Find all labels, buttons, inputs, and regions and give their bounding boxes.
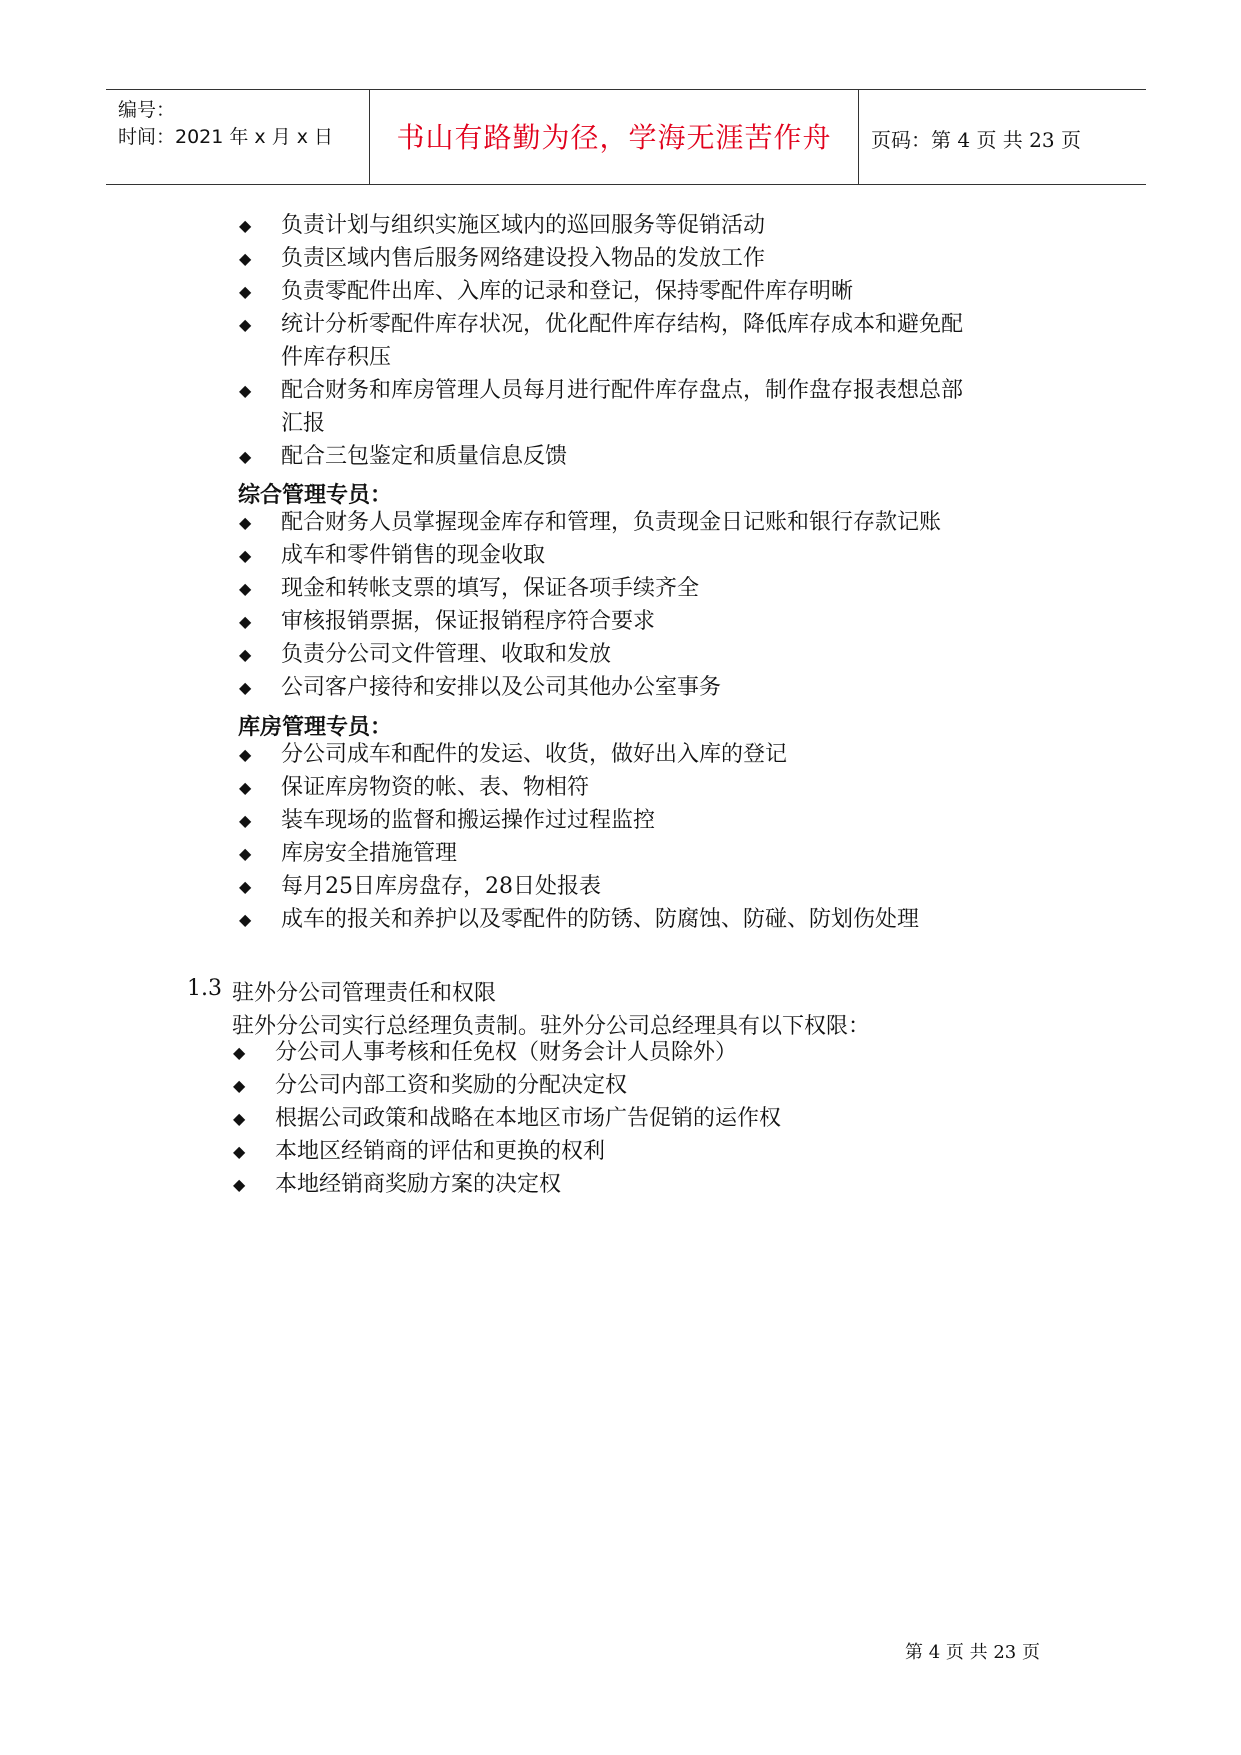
bullet-icon: ◆ (239, 579, 252, 598)
bullet-icon: ◆ (233, 1076, 246, 1095)
bullet-icon: ◆ (239, 447, 252, 466)
page-header (106, 89, 1146, 185)
list-item (239, 771, 590, 804)
list-item (239, 738, 788, 771)
bullet-icon: ◆ (239, 513, 252, 532)
bullet-icon: ◆ (239, 811, 252, 830)
bullet-icon: ◆ (239, 745, 252, 764)
list-item (239, 539, 546, 572)
bullet-icon: ◆ (233, 1175, 246, 1194)
bullet-icon: ◆ (239, 315, 252, 334)
bullet-icon: ◆ (233, 1043, 246, 1062)
heading-general-management: 综合管理专员： (238, 483, 393, 508)
list-item (239, 209, 766, 242)
list-item (239, 903, 920, 936)
section-number: 1.3 (187, 976, 222, 1001)
list-item (239, 671, 722, 704)
list-item-text: 负责零配件出库、入库的记录和登记，保持零配件库存明晰 (281, 279, 854, 304)
motto: 书山有路勤为径，学海无涯苦作舟 (396, 121, 832, 154)
section-intro: 驻外分公司实行总经理负责制。驻外分公司总经理具有以下权限： (232, 1014, 871, 1039)
list-item-text: 分公司内部工资和奖励的分配决定权 (275, 1073, 628, 1098)
bullet-icon: ◆ (239, 910, 252, 929)
list-item (233, 1069, 628, 1102)
list-item (239, 572, 700, 605)
bullet-icon: ◆ (239, 844, 252, 863)
bullet-icon: ◆ (239, 381, 252, 400)
time-label: 时间：2021 年 x 月 x 日 (118, 126, 334, 148)
list-item-continuation (281, 341, 391, 374)
bullet-icon: ◆ (239, 612, 252, 631)
list-item-text: 成车和零件销售的现金收取 (281, 543, 546, 568)
list-item-text: 审核报销票据，保证报销程序符合要求 (281, 609, 656, 634)
list-item-text: 每月25日库房盘存，28日处报表 (281, 874, 601, 899)
heading-warehouse-management: 库房管理专员： (238, 715, 393, 740)
list-item-text: 根据公司政策和战略在本地区市场广告促销的运作权 (275, 1106, 782, 1131)
header-left-cell (106, 90, 370, 184)
list-item-text: 统计分析零配件库存状况，优化配件库存结构，降低库存成本和避免配 (281, 312, 964, 337)
list-item (239, 275, 854, 308)
list-item-text: 件库存积压 (281, 345, 392, 370)
bullet-icon: ◆ (239, 282, 252, 301)
list-item (239, 242, 766, 275)
header-middle-cell (370, 90, 859, 184)
list-item-text: 本地经销商奖励方案的决定权 (275, 1172, 562, 1197)
bullet-icon: ◆ (239, 778, 252, 797)
list-item (233, 1036, 738, 1069)
list-item-text: 负责区域内售后服务网络建设投入物品的发放工作 (281, 246, 766, 271)
list-item-continuation (281, 407, 325, 440)
page-info: 页码：第 4 页 共 23 页 (871, 128, 1081, 152)
list-item (239, 605, 656, 638)
number-label: 编号： (118, 99, 176, 121)
list-item (239, 374, 964, 407)
list-item-text: 配合财务人员掌握现金库存和管理，负责现金日记账和银行存款记账 (281, 510, 942, 535)
list-item-text: 保证库房物资的帐、表、物相符 (281, 775, 590, 800)
section-title: 驻外分公司管理责任和权限 (232, 981, 497, 1006)
list-item (239, 837, 458, 870)
list-item-text: 公司客户接待和安排以及公司其他办公室事务 (281, 675, 722, 700)
list-item-text: 负责计划与组织实施区域内的巡回服务等促销活动 (281, 213, 766, 238)
list-item-text: 配合财务和库房管理人员每月进行配件库存盘点，制作盘存报表想总部 (281, 378, 964, 403)
bullet-icon: ◆ (233, 1109, 246, 1128)
list-item-text: 配合三包鉴定和质量信息反馈 (281, 444, 568, 469)
list-item (239, 870, 601, 903)
list-item-text: 负责分公司文件管理、收取和发放 (281, 642, 612, 667)
bullet-icon: ◆ (239, 216, 252, 235)
bullet-icon: ◆ (239, 877, 252, 896)
list-item (239, 506, 942, 539)
bullet-icon: ◆ (239, 678, 252, 697)
list-item (233, 1135, 606, 1168)
list-item (233, 1168, 562, 1201)
list-item (239, 638, 612, 671)
bullet-icon: ◆ (239, 546, 252, 565)
list-item-text: 汇报 (281, 411, 326, 436)
list-item (239, 440, 568, 473)
list-item-text: 现金和转帐支票的填写，保证各项手续齐全 (281, 576, 700, 601)
list-item (239, 308, 964, 341)
list-item-text: 装车现场的监督和搬运操作过过程监控 (281, 808, 656, 833)
page-footer: 第 4 页 共 23 页 (905, 1642, 1040, 1663)
bullet-icon: ◆ (239, 645, 252, 664)
list-item (233, 1102, 782, 1135)
bullet-icon: ◆ (233, 1142, 246, 1161)
header-right-cell (859, 90, 1146, 184)
list-item (239, 804, 656, 837)
bullet-icon: ◆ (239, 249, 252, 268)
list-item-text: 库房安全措施管理 (281, 841, 458, 866)
list-item-text: 分公司人事考核和任免权（财务会计人员除外） (275, 1040, 738, 1065)
list-item-text: 本地区经销商的评估和更换的权利 (275, 1139, 606, 1164)
list-item-text: 成车的报关和养护以及零配件的防锈、防腐蚀、防碰、防划伤处理 (281, 907, 920, 932)
list-item-text: 分公司成车和配件的发运、收货，做好出入库的登记 (281, 742, 788, 767)
